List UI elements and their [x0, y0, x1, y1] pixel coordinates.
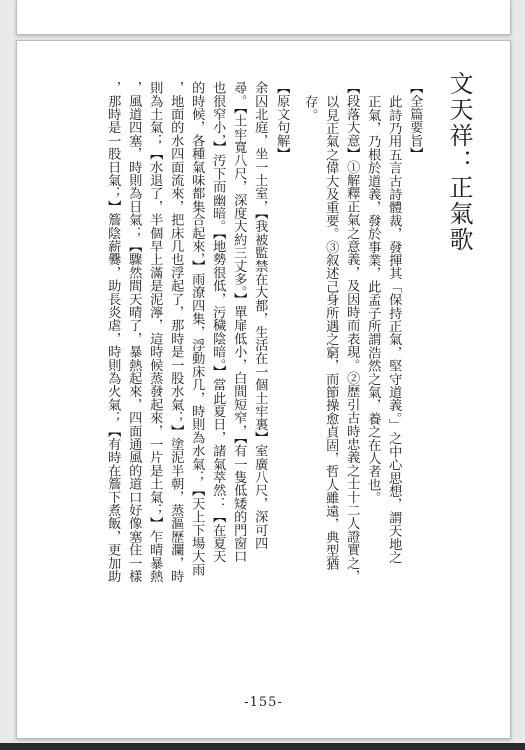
text-column-8: 余囚北庭，坐一土室，【我被監禁在大都，生活在一個土牢裏】室廣八尺，深可四	[252, 81, 268, 550]
text-column-13: 則為土氣；【水退了，半個早上滿是泥濘，這時候蒸發起來，一片是土氣；】乍晴暴熱	[147, 81, 163, 583]
text-column-3: 正氣，乃根於道義，發於事業，此孟子所謂浩然之氣，養之在人者也。	[365, 95, 381, 505]
text-column-5: 以見正氣之偉大及重要。③叙述己身所遇之窮，而節操愈貞固，哲人雖遠，典型猶	[323, 95, 339, 571]
text-column-1: 【全篇要旨】	[407, 81, 423, 161]
page-title: 文天祥：正氣歌	[445, 71, 473, 253]
viewer-bottom-bar	[0, 743, 525, 750]
text-column-7: 【原文句解】	[274, 81, 290, 161]
text-column-12: ，地面的水四面流來，把床几也浮起了，那時是一股水氣；】塗泥半朝，蒸漚歷瀾，時	[168, 81, 184, 583]
previous-page-edge	[16, 0, 511, 35]
text-column-11: 的時候，各種氣味都集合起來，】雨潦四集，浮動床几，時則為水氣；【天上下場大雨	[189, 81, 205, 576]
text-column-15: ，那時是一股日氣；】簷陰薪爨，助長炎虐，時則為火氣；【有時在簷下煮飯，更加助	[105, 81, 121, 583]
text-column-10: 也很窄小，】汚下而幽暗。【地勢很低，污穢陰暗。】當此夏日，諸氣萃然：【在夏天	[210, 81, 226, 563]
text-column-4: 【段落大意】①解釋正氣之意義，及因時而表現。②歷引古時忠義之士十二人證實之，	[344, 81, 360, 583]
text-column-6: 存。	[302, 95, 318, 122]
page-number: -155-	[244, 695, 283, 710]
text-column-14: ，風道四塞，時則為日氣；【驟然間天晴了，暴熱起來，四面通風的道口好像塞住一樣	[126, 81, 142, 583]
text-column-9: 尋。【土牢寬八尺，深度大約三丈多。】單扉低小，白間短窄，【有一隻低矮的門窗口	[231, 81, 247, 563]
text-column-2: 此詩乃用五言古詩體裁，發揮其「保持正氣，堅守道義。」之中心思想，謂天地之	[386, 95, 402, 564]
document-page	[16, 40, 511, 739]
